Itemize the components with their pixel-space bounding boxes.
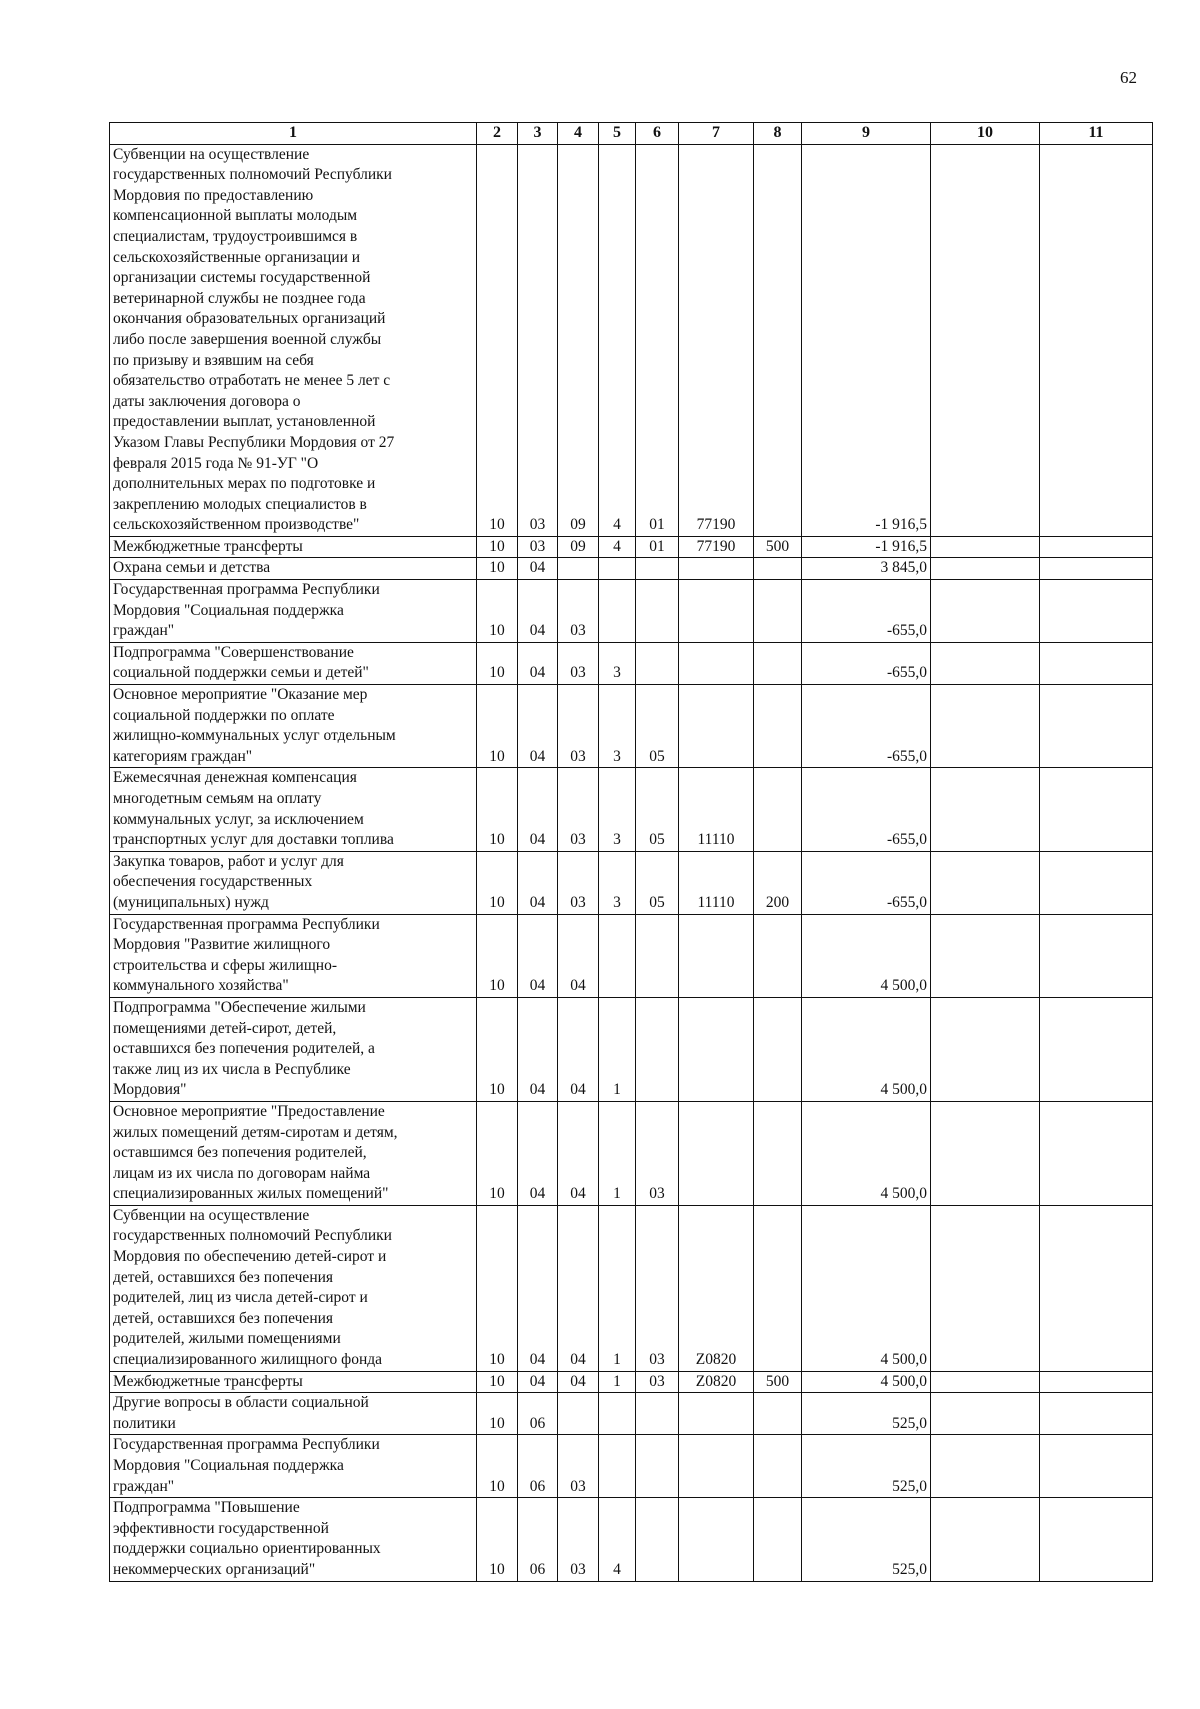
code-cell: 05	[636, 685, 679, 768]
row-name-cell: Субвенции на осуществление государственных полномочий Республики Мордовия по предоставлению компенсационной выплаты молодым специалистам, трудоустроившимся в сельскохозяйственные организации и организации системы государственной ветеринарной службы не позднее года окончания образовательных организаций либо после завершения военной службы по призыву и взявшим на себя обязательство отработать не менее 5 лет с даты заключения договора о предоставлении выплат, установленной Указом Главы Республики Мордовия от 27 февраля 2015 года № 91-УГ "О дополнительных мерах по подготовке и закреплению молодых специалистов в сельскохозяйственном производстве"	[110, 144, 477, 536]
code-cell	[931, 997, 1040, 1101]
table-row	[110, 1393, 1153, 1435]
code-cell	[754, 642, 802, 684]
code-cell: 10	[477, 997, 518, 1101]
row-name-cell: Межбюджетные трансферты	[110, 536, 477, 558]
code-cell	[931, 642, 1040, 684]
code-cell	[754, 1101, 802, 1205]
code-cell	[636, 580, 679, 643]
code-cell: 11110	[679, 851, 754, 914]
amount-cell: 4 500,0	[802, 1101, 931, 1205]
code-cell	[636, 558, 679, 580]
code-cell: 10	[477, 580, 518, 643]
table-row	[110, 851, 1153, 914]
code-cell	[931, 1498, 1040, 1581]
code-cell: 04	[518, 768, 558, 851]
code-cell: 10	[477, 914, 518, 997]
code-cell	[1040, 580, 1153, 643]
code-cell: 1	[599, 1371, 636, 1393]
code-cell: 04	[558, 1101, 599, 1205]
code-cell: 04	[558, 914, 599, 997]
code-cell: 3	[599, 685, 636, 768]
code-cell: 10	[477, 536, 518, 558]
code-cell	[754, 914, 802, 997]
code-cell	[599, 580, 636, 643]
code-cell: 04	[518, 685, 558, 768]
code-cell: 05	[636, 851, 679, 914]
amount-cell: 4 500,0	[802, 1205, 931, 1371]
code-cell	[754, 1498, 802, 1581]
code-cell: 10	[477, 1498, 518, 1581]
row-name-cell: Государственная программа Республики Мордовия "Социальная поддержка граждан"	[110, 580, 477, 643]
code-cell	[636, 997, 679, 1101]
code-cell	[1040, 536, 1153, 558]
code-cell	[754, 580, 802, 643]
code-cell: 200	[754, 851, 802, 914]
code-cell	[931, 1435, 1040, 1498]
code-cell: 10	[477, 1435, 518, 1498]
code-cell: 04	[518, 1101, 558, 1205]
code-cell: 01	[636, 536, 679, 558]
row-name-cell: Охрана семьи и детства	[110, 558, 477, 580]
code-cell	[1040, 851, 1153, 914]
code-cell: 500	[754, 1371, 802, 1393]
table-row	[110, 580, 1153, 643]
amount-cell: 4 500,0	[802, 997, 931, 1101]
code-cell	[754, 144, 802, 536]
table-row	[110, 1101, 1153, 1205]
code-cell: Z0820	[679, 1371, 754, 1393]
code-cell: 04	[518, 1371, 558, 1393]
code-cell: 09	[558, 536, 599, 558]
amount-cell: 3 845,0	[802, 558, 931, 580]
code-cell: 03	[518, 536, 558, 558]
code-cell: 04	[518, 851, 558, 914]
row-name-cell: Закупка товаров, работ и услуг для обеспечения государственных (муниципальных) нужд	[110, 851, 477, 914]
code-cell	[1040, 997, 1153, 1101]
code-cell	[679, 1393, 754, 1435]
column-header: 1	[110, 123, 477, 145]
code-cell: 10	[477, 1393, 518, 1435]
code-cell	[679, 642, 754, 684]
code-cell	[679, 580, 754, 643]
code-cell: 04	[518, 997, 558, 1101]
amount-cell: 4 500,0	[802, 1371, 931, 1393]
code-cell: 06	[518, 1435, 558, 1498]
code-cell: 03	[636, 1371, 679, 1393]
row-name-cell: Подпрограмма "Обеспечение жилыми помещениями детей-сирот, детей, оставшихся без попечения родителей, а также лиц из их числа в Республике Мордовия"	[110, 997, 477, 1101]
code-cell: 04	[558, 1205, 599, 1371]
code-cell	[1040, 1393, 1153, 1435]
code-cell: 04	[518, 914, 558, 997]
code-cell	[931, 768, 1040, 851]
code-cell	[679, 1101, 754, 1205]
code-cell	[679, 685, 754, 768]
column-header: 11	[1040, 123, 1153, 145]
code-cell	[754, 1393, 802, 1435]
amount-cell: -1 916,5	[802, 144, 931, 536]
code-cell: 06	[518, 1498, 558, 1581]
code-cell	[599, 1435, 636, 1498]
code-cell	[636, 1435, 679, 1498]
code-cell: 10	[477, 1205, 518, 1371]
code-cell: 05	[636, 768, 679, 851]
code-cell	[931, 558, 1040, 580]
code-cell: 03	[636, 1101, 679, 1205]
code-cell: 3	[599, 642, 636, 684]
code-cell: 10	[477, 144, 518, 536]
code-cell	[679, 558, 754, 580]
code-cell	[754, 1435, 802, 1498]
code-cell: 03	[558, 1435, 599, 1498]
amount-cell: -655,0	[802, 768, 931, 851]
page-number: 62	[1120, 68, 1137, 87]
code-cell	[754, 1205, 802, 1371]
table-row	[110, 558, 1153, 580]
column-header: 8	[754, 123, 802, 145]
code-cell	[636, 642, 679, 684]
row-name-cell: Ежемесячная денежная компенсация многодетным семьям на оплату коммунальных услуг, за исключением транспортных услуг для доставки топлива	[110, 768, 477, 851]
code-cell: 04	[518, 642, 558, 684]
column-header: 9	[802, 123, 931, 145]
row-name-cell: Основное мероприятие "Предоставление жилых помещений детям-сиротам и детям, оставшимся без попечения родителей, лицам из их числа по договорам найма специализированных жилых помещений"	[110, 1101, 477, 1205]
code-cell	[1040, 144, 1153, 536]
amount-cell: -655,0	[802, 580, 931, 643]
code-cell: 10	[477, 1371, 518, 1393]
column-header: 6	[636, 123, 679, 145]
code-cell	[679, 1435, 754, 1498]
code-cell	[754, 685, 802, 768]
code-cell: 3	[599, 768, 636, 851]
table-row	[110, 1371, 1153, 1393]
code-cell	[931, 144, 1040, 536]
table-row	[110, 685, 1153, 768]
column-header: 2	[477, 123, 518, 145]
column-header: 5	[599, 123, 636, 145]
code-cell	[1040, 558, 1153, 580]
code-cell	[931, 914, 1040, 997]
code-cell	[636, 1498, 679, 1581]
amount-cell: 525,0	[802, 1435, 931, 1498]
code-cell	[931, 536, 1040, 558]
code-cell	[754, 558, 802, 580]
code-cell: 10	[477, 685, 518, 768]
code-cell	[1040, 685, 1153, 768]
code-cell: 4	[599, 1498, 636, 1581]
column-header: 3	[518, 123, 558, 145]
row-name-cell: Государственная программа Республики Мордовия "Социальная поддержка граждан"	[110, 1435, 477, 1498]
code-cell	[931, 1371, 1040, 1393]
code-cell: 1	[599, 1101, 636, 1205]
code-cell: 1	[599, 1205, 636, 1371]
code-cell	[679, 1498, 754, 1581]
amount-cell: 4 500,0	[802, 914, 931, 997]
code-cell	[1040, 1371, 1153, 1393]
table-row	[110, 1205, 1153, 1371]
amount-cell: -655,0	[802, 851, 931, 914]
code-cell: 3	[599, 851, 636, 914]
code-cell: 10	[477, 851, 518, 914]
code-cell: 06	[518, 1393, 558, 1435]
table-row	[110, 1498, 1153, 1581]
code-cell	[1040, 1435, 1153, 1498]
code-cell: 4	[599, 144, 636, 536]
code-cell	[679, 997, 754, 1101]
code-cell	[931, 580, 1040, 643]
row-name-cell: Государственная программа Республики Мордовия "Развитие жилищного строительства и сферы жилищно- коммунального хозяйства"	[110, 914, 477, 997]
header-row	[110, 123, 1153, 145]
code-cell: 03	[636, 1205, 679, 1371]
table-row	[110, 642, 1153, 684]
code-cell: 03	[518, 144, 558, 536]
code-cell	[754, 997, 802, 1101]
row-name-cell: Другие вопросы в области социальной политики	[110, 1393, 477, 1435]
code-cell	[931, 1393, 1040, 1435]
code-cell	[931, 851, 1040, 914]
row-name-cell: Подпрограмма "Повышение эффективности государственной поддержки социально ориентированных некоммерческих организаций"	[110, 1498, 477, 1581]
budget-table	[109, 122, 1153, 1582]
amount-cell: 525,0	[802, 1498, 931, 1581]
code-cell	[599, 914, 636, 997]
code-cell: 01	[636, 144, 679, 536]
code-cell: 03	[558, 768, 599, 851]
code-cell: 1	[599, 997, 636, 1101]
code-cell	[754, 768, 802, 851]
code-cell	[1040, 768, 1153, 851]
code-cell: 77190	[679, 144, 754, 536]
row-name-cell: Субвенции на осуществление государственных полномочий Республики Мордовия по обеспечению детей-сирот и детей, оставшихся без попечения родителей, лиц из числа детей-сирот и детей, оставшихся без попечения родителей, жилыми помещениями специализированного жилищного фонда	[110, 1205, 477, 1371]
code-cell: 03	[558, 642, 599, 684]
code-cell: 500	[754, 536, 802, 558]
code-cell: 04	[518, 1205, 558, 1371]
column-header: 7	[679, 123, 754, 145]
code-cell: Z0820	[679, 1205, 754, 1371]
code-cell: 77190	[679, 536, 754, 558]
code-cell	[931, 1101, 1040, 1205]
code-cell: 03	[558, 685, 599, 768]
code-cell: 04	[518, 580, 558, 643]
amount-cell: -1 916,5	[802, 536, 931, 558]
code-cell	[931, 1205, 1040, 1371]
amount-cell: -655,0	[802, 685, 931, 768]
table-row	[110, 536, 1153, 558]
code-cell: 10	[477, 558, 518, 580]
table-row	[110, 1435, 1153, 1498]
code-cell: 03	[558, 1498, 599, 1581]
code-cell: 03	[558, 851, 599, 914]
code-cell	[1040, 1101, 1153, 1205]
code-cell	[558, 1393, 599, 1435]
table-body	[110, 144, 1153, 1581]
code-cell	[931, 685, 1040, 768]
code-cell: 03	[558, 580, 599, 643]
amount-cell: 525,0	[802, 1393, 931, 1435]
code-cell	[558, 558, 599, 580]
code-cell: 4	[599, 536, 636, 558]
code-cell	[1040, 642, 1153, 684]
code-cell	[1040, 1498, 1153, 1581]
table-row	[110, 144, 1153, 536]
code-cell: 10	[477, 768, 518, 851]
amount-cell: -655,0	[802, 642, 931, 684]
code-cell	[679, 914, 754, 997]
code-cell	[1040, 914, 1153, 997]
code-cell: 10	[477, 642, 518, 684]
table-row	[110, 914, 1153, 997]
code-cell: 11110	[679, 768, 754, 851]
row-name-cell: Межбюджетные трансферты	[110, 1371, 477, 1393]
code-cell	[599, 1393, 636, 1435]
code-cell: 04	[558, 1371, 599, 1393]
code-cell: 04	[518, 558, 558, 580]
row-name-cell: Подпрограмма "Совершенствование социальной поддержки семьи и детей"	[110, 642, 477, 684]
code-cell: 04	[558, 997, 599, 1101]
code-cell	[636, 1393, 679, 1435]
table-row	[110, 768, 1153, 851]
column-header: 4	[558, 123, 599, 145]
code-cell: 09	[558, 144, 599, 536]
row-name-cell: Основное мероприятие "Оказание мер социальной поддержки по оплате жилищно-коммунальных услуг отдельным категориям граждан"	[110, 685, 477, 768]
code-cell	[599, 558, 636, 580]
code-cell	[1040, 1205, 1153, 1371]
table-row	[110, 997, 1153, 1101]
column-header: 10	[931, 123, 1040, 145]
code-cell	[636, 914, 679, 997]
code-cell: 10	[477, 1101, 518, 1205]
